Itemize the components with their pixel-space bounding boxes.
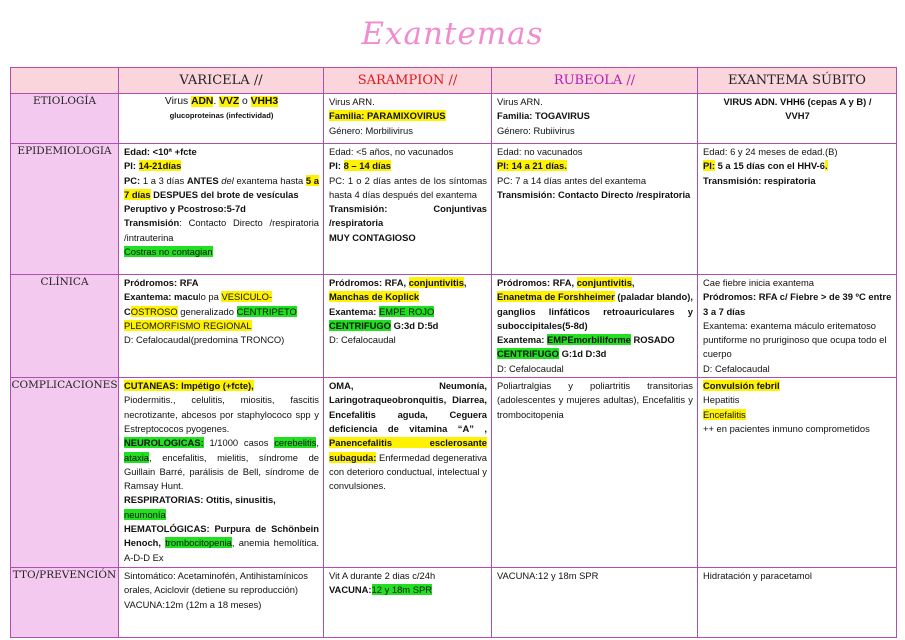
- complicaciones-varicela: CUTANEAS: Impétigo (+fcte), Piodermitis., celulitis, miositis, fascitis necrotizante, abcesos por staphylococo spp y Estreptococos pyogenes. NEUROLOGICAS: 1/1000 casos cerebelitis, ataxia, encefalitis, mielitis, síndrome de Guillain Barré, parálisis de Bell, síndrome de Ramsay Hunt. RESPIRATORIAS: Otitis, sinusitis, neumonía HEMATOLÓGICAS: Purpura de Schönbein Henoch, trombocitopenia, anemia hemolítica. A-D-D Ex: [119, 378, 324, 568]
- row-header-epidemiologia: EPIDEMIOLOGIA: [11, 144, 119, 275]
- column-header-sarampion: SARAMPION //: [324, 68, 492, 94]
- etiologia-exantema-subito: VIRUS ADN. VHH6 (cepas A y B) / VVH7: [698, 94, 897, 144]
- clinica-varicela: Pródromos: RFA Exantema: maculo pa VESICULO- COSTROSO generalizado CENTRIPETO PLEOMORFISMO REGIONAL D: Cefalocaudal(predomina TRONCO): [119, 275, 324, 378]
- tto-varicela: Sintomático: Acetaminofén, Antihistamínicos orales, Aciclovir (detiene su reproducción) VACUNA:12m (12m a 18 meses): [119, 568, 324, 638]
- complicaciones-sarampion: OMA, Neumonía, Laringotraqueobronquitis, Diarrea, Encefalitis aguda, Ceguera deficiencia de vitamina “A” , Panencefalitis esclerosante subaguda: Enfermedad degenerativa con deterioro conductual, intelectual y convulsiones.: [324, 378, 492, 568]
- exantemas-table: [10, 67, 897, 638]
- row-etiologia: [11, 94, 897, 144]
- clinica-sarampion: Pródromos: RFA, conjuntivitis, Manchas de Koplick Exantema: EMPE ROJO CENTRIFUGO G:3d D:5d D: Cefalocaudal: [324, 275, 492, 378]
- row-header-etiologia: ETIOLOGÍA: [11, 94, 119, 144]
- header-row: [11, 68, 897, 94]
- tto-rubeola: VACUNA:12 y 18m SPR: [492, 568, 698, 638]
- row-tto-prevencion: [11, 568, 897, 638]
- epidemiologia-sarampion: Edad: <5 años, no vacunados PI: 8 – 14 días PC: 1 o 2 días antes de los síntomas hasta 4 días después del exantema Transmisión: Conjuntivas /respiratoria MUY CONTAGIOSO: [324, 144, 492, 275]
- column-header-rubeola: RUBEOLA //: [492, 68, 698, 94]
- complicaciones-rubeola: Poliartralgias y poliartritis transitorias (adolescentes y mujeres adultas), Encefalitis y trombocitopenia: [492, 378, 698, 568]
- column-header-exantema-subito: EXANTEMA SÚBITO: [698, 68, 897, 94]
- row-clinica: [11, 275, 897, 378]
- row-complicaciones: [11, 378, 897, 568]
- epidemiologia-exantema-subito: Edad: 6 y 24 meses de edad.(B) PI: 5 a 15 días con el HHV-6. Transmisión: respiratoria: [698, 144, 897, 275]
- page-title: Exantemas: [361, 16, 544, 52]
- etiologia-rubeola: Virus ARN. Familia: TOGAVIRUS Género: Rubiivirus: [492, 94, 698, 144]
- row-epidemiologia: [11, 144, 897, 275]
- row-header-tto-prevencion: TTO/PREVENCIÓN: [11, 568, 119, 638]
- column-header-varicela: VARICELA //: [119, 68, 324, 94]
- epidemiologia-varicela: Edad: <10ª +fcte PI: 14-21días PC: 1 a 3 días ANTES del exantema hasta 5 a 7 días DESPUES del brote de vesículas Peruptivo y Pcostroso:5-7d Transmisión: Contacto Directo /respiratoria /intrauterina Costras no contagian: [119, 144, 324, 275]
- etiologia-varicela: Virus ADN. VVZ o VHH3 glucoproteinas (infectividad): [119, 94, 324, 144]
- etiologia-sarampion: Virus ARN. Familia: PARAMIXOVIRUS Género: Morbilivirus: [324, 94, 492, 144]
- tto-exantema-subito: Hidratación y paracetamol: [698, 568, 897, 638]
- complicaciones-exantema-subito: Convulsión febril Hepatitis Encefalitis ++ en pacientes inmuno comprometidos: [698, 378, 897, 568]
- tto-sarampion: Vit A durante 2 dias c/24h VACUNA:12 y 18m SPR: [324, 568, 492, 638]
- clinica-rubeola: Pródromos: RFA, conjuntivitis, Enanetma de Forshheimer (paladar blando), ganglios linfáticos retroauriculares y suboccipitales(5-8d) Exantema: EMPEmorbiliforme ROSADO CENTRIFUGO G:1d D:3d D: Cefalocaudal: [492, 275, 698, 378]
- row-header-complicaciones: COMPLICACIONES: [11, 378, 119, 568]
- epidemiologia-rubeola: Edad: no vacunados PI: 14 a 21 días. PC: 7 a 14 días antes del exantema Transmisión: Contacto Directo /respiratoria: [492, 144, 698, 275]
- row-header-clinica: CLÍNICA: [11, 275, 119, 378]
- corner-cell: [11, 68, 119, 94]
- clinica-exantema-subito: Cae fiebre inicia exantema Pródromos: RFA c/ Fiebre > de 39 ºC entre 3 a 7 días Exantema: exantema máculo eritematoso puntiforme no pruriginoso que ocupa todo el cuerpo D: Cefalocaudal: [698, 275, 897, 378]
